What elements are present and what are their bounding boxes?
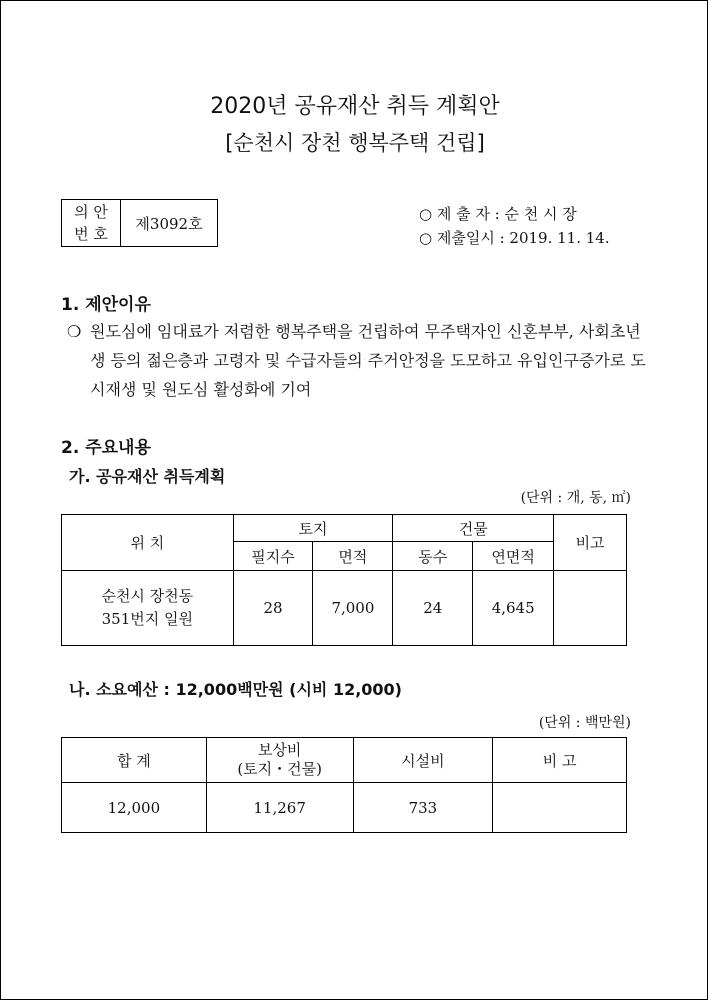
location-line1: 순천시 장천동 (101, 587, 194, 605)
header-floor-area: 연면적 (473, 542, 554, 571)
subsection-heading-acquisition: 가. 공유재산 취득계획 (69, 467, 226, 486)
header-location: 위 치 (62, 515, 234, 571)
header-total: 합 계 (62, 738, 207, 783)
header-land: 토지 (233, 515, 393, 542)
acquisition-table (61, 514, 627, 646)
compensation-line1: 보상비 (257, 741, 302, 759)
submit-date: ○ 제출일시 : 2019. 11. 14. (419, 229, 610, 247)
bill-label-line1: 의 안 (74, 203, 108, 221)
header-area: 면적 (313, 542, 393, 571)
table-row (62, 783, 627, 833)
location-line2: 351번지 일원 (101, 610, 193, 628)
cell-floor-area: 4,645 (473, 571, 554, 646)
submitter: ○ 제 출 자 : 순 천 시 장 (419, 205, 577, 223)
unit-label-budget: (단위 : 백만원) (538, 715, 631, 731)
table-row (62, 571, 627, 646)
cell-parcels: 28 (233, 571, 313, 646)
header-compensation (206, 738, 353, 783)
subsection-heading-budget: 나. 소요예산 : 12,000백만원 (시비 12,000) (69, 680, 402, 699)
header-parcels: 필지수 (233, 542, 313, 571)
header-facility: 시설비 (353, 738, 493, 783)
cell-facility: 733 (353, 783, 493, 833)
cell-location (62, 571, 234, 646)
unit-label-acquisition: (단위 : 개, 동, ㎡) (520, 490, 631, 506)
section-heading-reason: 1. 제안이유 (61, 295, 151, 315)
bullet-icon: ❍ (67, 322, 82, 341)
header-count: 동수 (393, 542, 473, 571)
compensation-line2: (토지・건물) (237, 760, 322, 778)
bill-number-value: 제3092호 (121, 200, 218, 247)
cell-compensation: 11,267 (206, 783, 353, 833)
page-subtitle: [순천시 장천 행복주택 건립] (225, 131, 485, 155)
cell-total: 12,000 (62, 783, 207, 833)
page-title: 2020년 공유재산 취득 계획안 (210, 94, 500, 119)
header-note: 비 고 (493, 738, 627, 783)
section-heading-content: 2. 주요내용 (61, 438, 151, 458)
header-building: 건물 (393, 515, 554, 542)
cell-note (493, 783, 627, 833)
bill-label-line2: 번 호 (74, 225, 108, 243)
budget-table (61, 737, 627, 833)
reason-text: 원도심에 임대료가 저렴한 행복주택을 건립하여 무주택자인 신혼부부, 사회초년생 등의 젊은층과 고령자 및 수급자들의 주거안정을 도모하고 유입인구증가로 도시재생 및 원도심 활성화에 기여 (90, 322, 646, 399)
cell-note (554, 571, 627, 646)
cell-count: 24 (393, 571, 473, 646)
header-note: 비고 (554, 515, 627, 571)
bill-number-label (62, 200, 121, 247)
bill-number-box (61, 199, 218, 247)
reason-paragraph (67, 317, 647, 404)
cell-area: 7,000 (313, 571, 393, 646)
